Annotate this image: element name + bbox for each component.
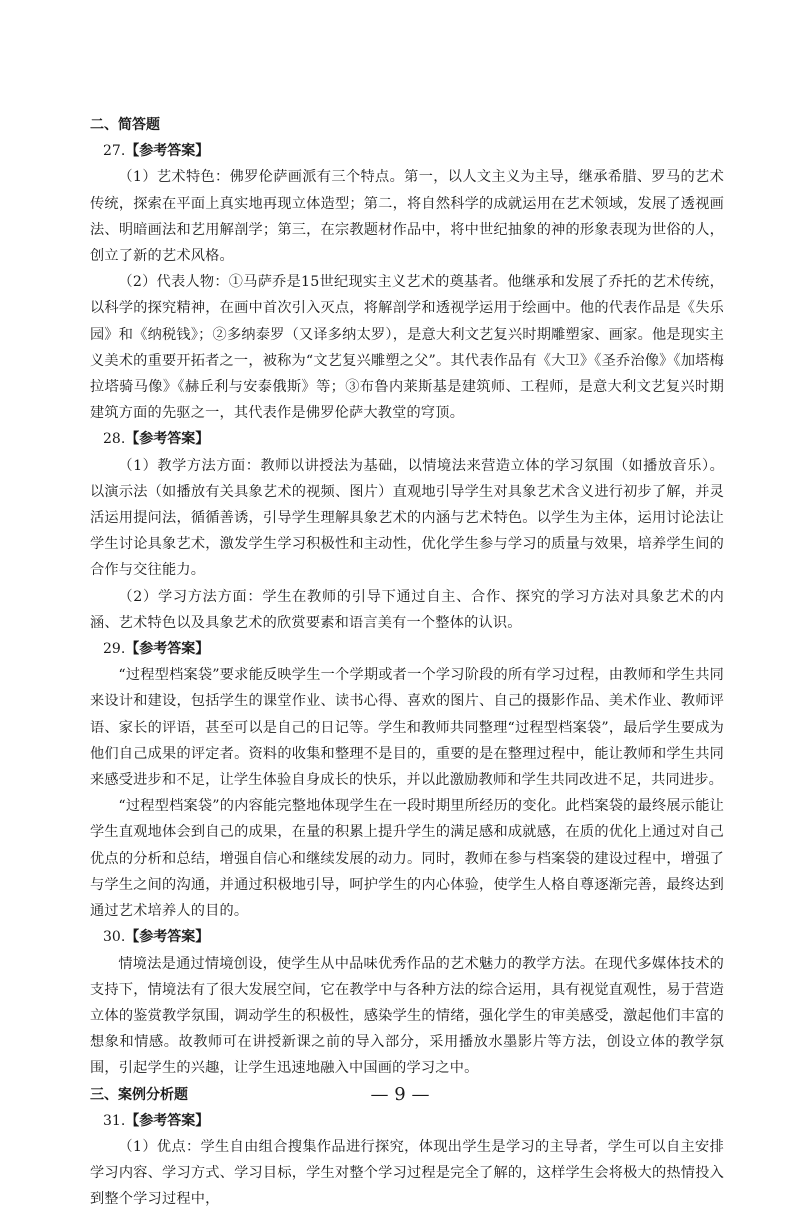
question-27-header	[103, 138, 724, 164]
answer-28-paragraph-1: （1）教学方法方面：教师以讲授法为基础，以情境法来营造立体的学习氛围（如播放音乐）。以演示法（如播放有关具象艺术的视频、图片）直观地引导学生对具象艺术含义进行初步了解，并灵活运用提问法，循循善诱，引导学生理解具象艺术的内涵与艺术特色。以学生为主体，运用讨论法让学生讨论具象艺术，激发学生学习积极性和主动性，优化学生参与学习的质量与效果，培养学生间的合作与交往能力。	[90, 457, 724, 579]
answer-30-paragraph-1: 情境法是通过情境创设，使学生从中品味优秀作品的艺术魅力的教学方法。在现代多媒体技术的支持下，情境法有了很大发展空间，它在教学中与各种方法的综合运用，具有视觉直观性，易于营造立体的鉴赏教学氛围，调动学生的积极性，感染学生的情绪，强化学生的审美感受，激起他们丰富的想象和情感。故教师可在讲授新课之前的导入部分，采用播放水墨影片等方法，创设立体的教学氛围，引起学生的兴趣，让学生迅速地融入中国画的学习之中。	[90, 955, 724, 1077]
answer-label: 【参考答案】	[125, 1112, 210, 1129]
question-number: 29.	[103, 641, 126, 658]
section-heading-case-analysis: 三、案例分析题	[90, 1086, 188, 1103]
page-number: — 9 —	[370, 1084, 430, 1105]
answer-29-paragraph-2: “过程型档案袋”的内容能完整地体现学生在一段时期里所经历的变化。此档案袋的最终展示能让学生直观地体会到自己的成果，在量的积累上提升学生的满足感和成就感，在质的优化上通过对自己优点的分析和总结，增强自信心和继续发展的动力。同时，教师在参与档案袋的建设过程中，增强了与学生之间的沟通，并通过积极地引导，呵护学生的内心体验，使学生人格自尊逐渐完善，最终达到通过艺术培养人的目的。	[90, 798, 724, 920]
answer-label: 【参考答案】	[125, 143, 210, 160]
answer-label: 【参考答案】	[125, 641, 210, 658]
answer-29-paragraph-1: “过程型档案袋”要求能反映学生一个学期或者一个学习阶段的所有学习过程，由教师和学生共同来设计和建设，包括学生的课堂作业、读书心得、喜欢的图片、自己的摄影作品、美术作业、教师评语、家长的评语，甚至可以是自己的日记等。学生和教师共同整理“过程型档案袋”，最后学生要成为他们自己成果的评定者。资料的收集和整理不是目的，重要的是在整理过程中，能让教师和学生共同来感受进步和不足，让学生体验自身成长的快乐，并以此激励教师和学生共同改进不足，共同进步。	[90, 667, 724, 789]
question-30-header	[103, 924, 724, 950]
question-28-header	[103, 426, 724, 452]
answer-27-paragraph-2: （2）代表人物：①马萨乔是15世纪现实主义艺术的奠基者。他继承和发展了乔托的艺术传统，以科学的探究精神，在画中首次引入灭点，将解剖学和透视学运用于绘画中。他的代表作品是《失乐园》和《纳税钱》；②多纳泰罗（又译多纳太罗），是意大利文艺复兴时期雕塑家、画家。他是现实主义美术的重要开拓者之一，被称为“文艺复兴雕塑之父”。其代表作品有《大卫》《圣乔治像》《加塔梅拉塔骑马像》《赫丘利与安泰俄斯》等；③布鲁内莱斯基是建筑师、工程师，是意大利文艺复兴时期建筑方面的先驱之一，其代表作是佛罗伦萨大教堂的穹顶。	[90, 274, 724, 422]
document-body	[90, 112, 724, 1213]
answer-31-paragraph-1: （1）优点：学生自由组合搜集作品进行探究，体现出学生是学习的主导者，学生可以自主安排学习内容、学习方式、学习目标，学生对整个学习过程是完全了解的，这样学生会将极大的热情投入到整个学习过程中，	[90, 1138, 724, 1208]
answer-28-paragraph-2: （2）学习方法方面：学生在教师的引导下通过自主、合作、探究的学习方法对具象艺术的内涵、艺术特色以及具象艺术的欣赏要素和语言美有一个整体的认识。	[90, 588, 724, 631]
question-number: 31.	[103, 1112, 126, 1129]
section-heading-short-answer: 二、简答题	[90, 117, 160, 133]
question-number: 30.	[103, 929, 126, 946]
answer-label: 【参考答案】	[125, 431, 210, 448]
question-29-header	[103, 636, 724, 662]
question-31-header	[103, 1108, 724, 1134]
answer-27-paragraph-1: （1）艺术特色：佛罗伦萨画派有三个特点。第一，以人文主义为主导，继承希腊、罗马的艺术传统，探索在平面上真实地再现立体造型；第二，将自然科学的成就运用在艺术领域，发展了透视画法、明暗画法和艺用解剖学；第三，在宗教题材作品中，将中世纪抽象的神的形象表现为世俗的人，创立了新的艺术风格。	[90, 169, 724, 265]
question-number: 28.	[103, 431, 126, 448]
question-number: 27.	[103, 143, 126, 160]
answer-label: 【参考答案】	[125, 929, 210, 946]
